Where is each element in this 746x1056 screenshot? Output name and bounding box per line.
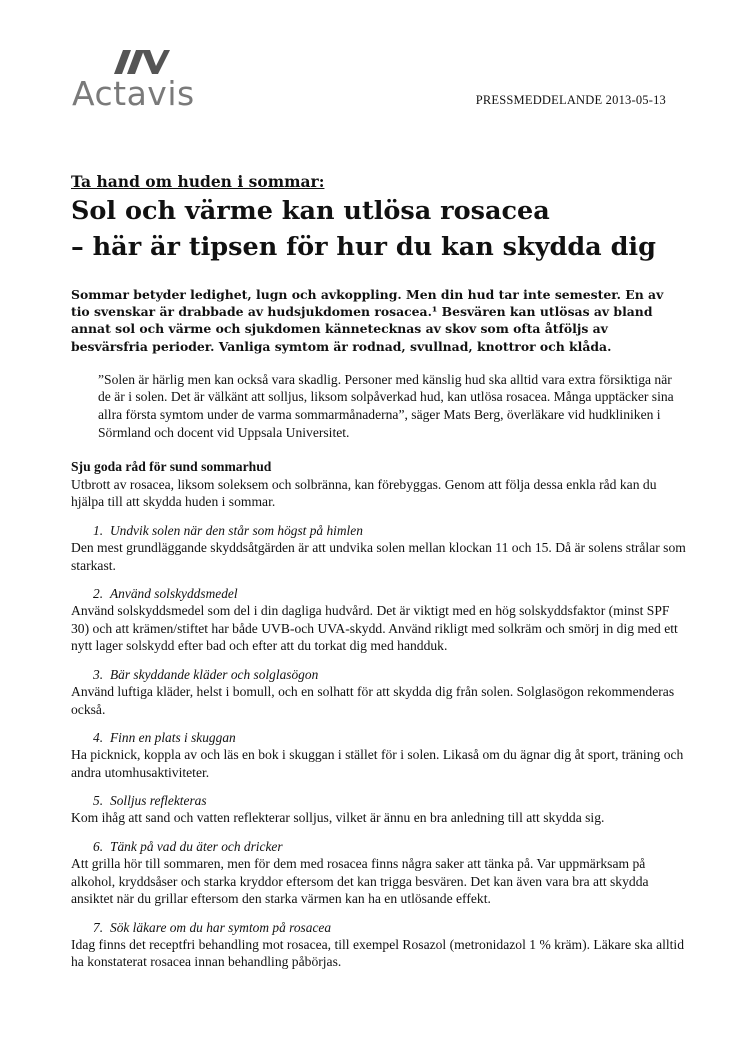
tip-heading-text: Undvik solen när den står som högst på himlen	[110, 522, 363, 538]
tip-item	[71, 666, 686, 718]
press-release-date: PRESSMEDDELANDE 2013-05-13	[475, 93, 666, 107]
tip-heading	[93, 792, 686, 809]
tip-number: 1.	[93, 522, 104, 538]
article-kicker: Ta hand om huden i sommar:	[71, 172, 325, 191]
tip-heading-text: Tänk på vad du äter och dricker	[110, 838, 283, 854]
tip-number: 6.	[93, 838, 104, 854]
quote-paragraph: ”Solen är härlig men kan också vara skadlig. Personer med känslig hud ska alltid vara extra försiktiga när de är i solen. Det är välkänt att solljus, liksom solpåverkad hud, kan utlösa rosacea. Många upptäcker sina allra första symtom under de varma sommarmånaderna”, säger Mats Berg, överläkare vid hudkliniken i Sörmland och docent vid Uppsala Universitet.	[98, 371, 674, 440]
tip-heading-text: Finn en plats i skuggan	[110, 730, 236, 746]
tip-heading-text: Använd solskyddsmedel	[110, 586, 238, 602]
tip-text: Idag finns det receptfri behandling mot rosacea, till exempel Rosazol (metronidazol 1 % kräm). Läkare ska alltid ha konstaterat rosacea innan behandling påbörjas.	[71, 936, 685, 970]
tip-heading	[93, 729, 686, 746]
actavis-logo	[72, 44, 212, 116]
tip-heading	[93, 838, 686, 855]
title-line-2: – här är tipsen för hur du kan skydda dig	[71, 232, 656, 262]
tip-heading	[93, 522, 686, 539]
actavis-logo-text: Actavis	[72, 74, 195, 113]
title-line-1: Sol och värme kan utlösa rosacea	[71, 196, 550, 226]
tip-text: Använd solskyddsmedel som del i din dagliga hudvård. Det är viktigt med en hög solskyddsfaktor (minst SPF 30) och att krämen/stiftet har både UVB-och UVA-skydd. Använd rikligt med solkräm och smörj in dig med ett nytt lager solskydd efter bad och efter att du torkat dig med handduk.	[71, 603, 678, 654]
tip-heading-text: Bär skyddande kläder och solglasögon	[110, 666, 319, 682]
tip-heading	[93, 666, 686, 683]
tip-heading-text: Solljus reflekteras	[110, 793, 207, 809]
section-heading: Sju goda råd för sund sommarhud	[71, 459, 272, 475]
tip-number: 7.	[93, 919, 104, 935]
tip-item	[71, 522, 686, 574]
article	[71, 172, 686, 971]
tip-number: 5.	[93, 793, 104, 809]
tips-list	[71, 522, 686, 971]
tip-text: Den mest grundläggande skyddsåtgärden är att undvika solen mellan klockan 11 och 15. Då är solens strålar som starkast.	[71, 539, 686, 573]
tip-number: 3.	[93, 666, 104, 682]
tip-number: 2.	[93, 586, 104, 602]
tip-text: Att grilla hör till sommaren, men för dem med rosacea finns några saker att tänka på. Var uppmärksam på alkohol, kryddsåser och starka kryddor eftersom det kan trigga besvären. Det kan även vara bra att skydda ansiktet när du grillar eftersom den starka värmen kan ha en utlösande effekt.	[71, 855, 649, 907]
tip-item	[71, 838, 686, 908]
tip-number: 4.	[93, 730, 104, 746]
tip-item	[71, 729, 686, 781]
lead-paragraph: Sommar betyder ledighet, lugn och avkoppling. Men din hud tar inte semester. En av tio svenskar är drabbade av hudsjukdomen rosacea.¹ Besvären kan utlösas av bland annat sol och värme och sjukdomen kännetecknas av skov som ofta åtföljs av besvärsfria perioder. Vanliga symtom är rodnad, svullnad, knottror och klåda.	[71, 287, 664, 354]
tip-text: Använd luftiga kläder, helst i bomull, och en solhatt för att skydda dig från solen. Solglasögon rekommenderas också.	[71, 683, 675, 717]
article-title	[71, 193, 686, 265]
actavis-logo-mark-icon	[112, 48, 172, 76]
tip-heading	[93, 919, 686, 936]
tip-item	[71, 919, 686, 971]
tip-heading	[93, 585, 686, 602]
tip-text: Ha picknick, koppla av och läs en bok i skuggan i stället för i solen. Likaså om du ägnar dig åt sport, träning och andra utomhusaktiviteter.	[71, 747, 684, 780]
tip-item	[71, 585, 686, 655]
tip-item	[71, 792, 686, 827]
tip-text: Kom ihåg att sand och vatten reflekterar solljus, vilket är ännu en bra anledning till att skydda sig.	[71, 810, 605, 826]
section-intro: Utbrott av rosacea, liksom soleksem och solbränna, kan förebyggas. Genom att följa dessa enkla råd kan du hjälpa till att skydda huden i sommar.	[71, 476, 657, 510]
tip-heading-text: Sök läkare om du har symtom på rosacea	[110, 919, 332, 935]
